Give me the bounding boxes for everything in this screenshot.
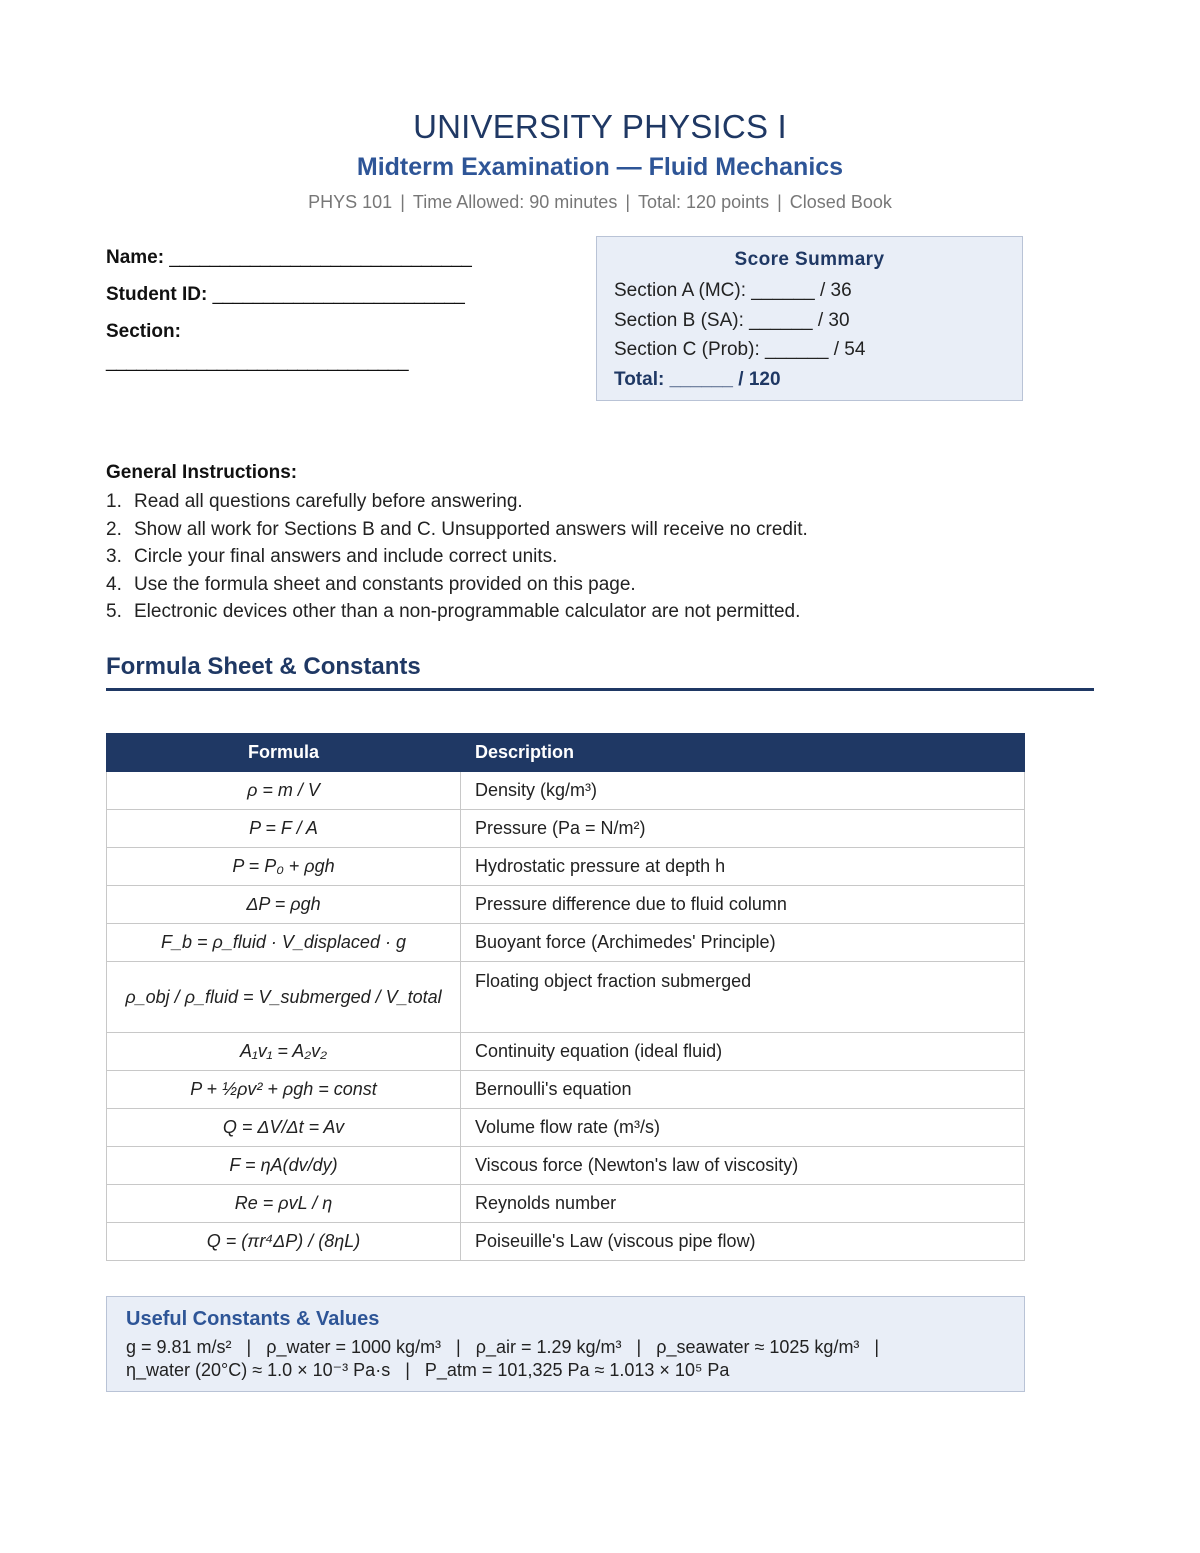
score-blank[interactable]: ______ bbox=[749, 309, 813, 331]
table-row bbox=[107, 1147, 1025, 1185]
formula-cell: Re = ρvL / η bbox=[107, 1185, 461, 1223]
constants-line: g = 9.81 m/s² | ρ_water = 1000 kg/m³ | ρ_air = 1.29 kg/m³ | ρ_seawater ≈ 1025 kg/m³ | bbox=[126, 1337, 880, 1357]
student-id-label: Student ID: bbox=[106, 284, 208, 305]
score-blank[interactable]: ______ bbox=[765, 339, 829, 360]
section-blank[interactable]: ______________________________ bbox=[106, 351, 409, 372]
description-cell: Pressure (Pa = N/m²) bbox=[461, 810, 1025, 848]
formula-cell: Q = ΔV/Δt = Av bbox=[107, 1109, 461, 1147]
table-row bbox=[107, 1185, 1025, 1223]
score-row-section-c bbox=[614, 338, 865, 368]
meta-separator: | bbox=[400, 192, 405, 212]
description-cell: Density (kg/m³) bbox=[461, 772, 1025, 810]
formula-cell: F_b = ρ_fluid · V_displaced · g bbox=[107, 924, 461, 962]
description-cell: Pressure difference due to fluid column bbox=[461, 886, 1025, 924]
constants-text bbox=[126, 1336, 1006, 1382]
table-row bbox=[107, 1071, 1025, 1109]
formula-cell: ρ = m / V bbox=[107, 772, 461, 810]
instruction-number: 1. bbox=[106, 491, 122, 512]
instruction-text: Read all questions carefully before answering. bbox=[134, 491, 523, 512]
score-row-section-a bbox=[614, 279, 865, 309]
instruction-item bbox=[106, 518, 1106, 546]
score-row-total bbox=[614, 368, 865, 398]
instructions-list bbox=[106, 490, 1106, 628]
column-header-description: Description bbox=[461, 734, 1025, 772]
table-row bbox=[107, 1223, 1025, 1261]
name-blank[interactable]: ______________________________ bbox=[169, 247, 472, 268]
meta-separator: | bbox=[625, 192, 631, 212]
total-blank[interactable]: ______ bbox=[669, 368, 733, 390]
instruction-item bbox=[106, 490, 1106, 518]
formula-cell: Q = (πr⁴ΔP) / (8ηL) bbox=[107, 1223, 461, 1261]
course-code: PHYS 101 bbox=[308, 192, 393, 212]
table-header-row bbox=[107, 734, 1025, 772]
description-cell: Viscous force (Newton's law of viscosity) bbox=[461, 1147, 1025, 1185]
instruction-text: Circle your final answers and include correct units. bbox=[134, 546, 558, 567]
score-max: / 54 bbox=[833, 339, 866, 360]
exam-subtitle: Midterm Examination — Fluid Mechanics bbox=[356, 153, 844, 181]
table-row bbox=[107, 1109, 1025, 1147]
table-row bbox=[107, 810, 1025, 848]
formula-cell: ΔP = ρgh bbox=[107, 886, 461, 924]
student-id-field[interactable] bbox=[106, 283, 586, 320]
section-field[interactable] bbox=[106, 320, 586, 372]
name-label: Name: bbox=[106, 247, 165, 268]
description-cell: Continuity equation (ideal fluid) bbox=[461, 1033, 1025, 1071]
table-row bbox=[107, 962, 1025, 1033]
instruction-text: Use the formula sheet and constants provided on this page. bbox=[134, 573, 636, 595]
constants-title: Useful Constants & Values bbox=[126, 1308, 380, 1330]
formula-table bbox=[106, 733, 1025, 1261]
description-cell: Reynolds number bbox=[461, 1185, 1025, 1223]
table-row bbox=[107, 886, 1025, 924]
instruction-item bbox=[106, 573, 1106, 601]
formula-cell: ρ_obj / ρ_fluid = V_submerged / V_total bbox=[107, 962, 461, 1033]
general-instructions bbox=[106, 461, 1106, 628]
description-cell: Volume flow rate (m³/s) bbox=[461, 1109, 1025, 1147]
student-id-blank[interactable]: _________________________ bbox=[212, 284, 465, 305]
score-max: / 30 bbox=[817, 309, 850, 331]
exam-format: Closed Book bbox=[789, 192, 892, 212]
formula-cell: P = P₀ + ρgh bbox=[107, 848, 461, 886]
total-max: / 120 bbox=[738, 368, 781, 390]
score-summary-title: Score Summary bbox=[734, 249, 885, 270]
constants-line: η_water (20°C) ≈ 1.0 × 10⁻³ Pa·s | P_atm = 101,325 Pa ≈ 1.013 × 10⁵ Pa bbox=[126, 1360, 730, 1380]
score-blank[interactable]: ______ bbox=[751, 280, 815, 301]
page-title: UNIVERSITY PHYSICS I bbox=[413, 108, 787, 145]
table-row bbox=[107, 1033, 1025, 1071]
heading-divider bbox=[106, 688, 1094, 691]
meta-separator: | bbox=[777, 192, 782, 212]
exam-meta bbox=[0, 192, 1200, 213]
score-label: Section C (Prob): bbox=[614, 339, 760, 360]
instruction-item bbox=[106, 545, 1106, 573]
instruction-number: 4. bbox=[106, 573, 122, 595]
instruction-text: Show all work for Sections B and C. Unsupported answers will receive no credit. bbox=[134, 518, 808, 540]
section-label: Section: bbox=[106, 321, 181, 342]
score-rows bbox=[614, 279, 865, 397]
description-cell: Hydrostatic pressure at depth h bbox=[461, 848, 1025, 886]
instructions-title: General Instructions: bbox=[106, 462, 298, 483]
table-row bbox=[107, 772, 1025, 810]
time-allowed: Time Allowed: 90 minutes bbox=[412, 192, 618, 212]
instruction-number: 2. bbox=[106, 518, 122, 540]
table-row bbox=[107, 924, 1025, 962]
constants-box bbox=[106, 1296, 1025, 1392]
instruction-number: 3. bbox=[106, 546, 122, 567]
total-label: Total: bbox=[614, 368, 665, 390]
total-points: Total: 120 points bbox=[638, 192, 770, 212]
description-cell: Buoyant force (Archimedes' Principle) bbox=[461, 924, 1025, 962]
score-label: Section B (SA): bbox=[614, 309, 744, 331]
column-header-formula: Formula bbox=[107, 734, 461, 772]
student-info-fields bbox=[106, 246, 586, 372]
score-label: Section A (MC): bbox=[614, 280, 746, 301]
description-cell: Floating object fraction submerged bbox=[461, 962, 1025, 1033]
formula-sheet-heading: Formula Sheet & Constants bbox=[106, 653, 421, 680]
formula-cell: F = ηA(dv/dy) bbox=[107, 1147, 461, 1185]
formula-cell: P + ½ρv² + ρgh = const bbox=[107, 1071, 461, 1109]
name-field[interactable] bbox=[106, 246, 586, 283]
instruction-number: 5. bbox=[106, 601, 122, 622]
score-row-section-b bbox=[614, 309, 865, 339]
instruction-item bbox=[106, 600, 1106, 628]
score-summary-box bbox=[596, 236, 1023, 401]
table-row bbox=[107, 848, 1025, 886]
description-cell: Bernoulli's equation bbox=[461, 1071, 1025, 1109]
description-cell: Poiseuille's Law (viscous pipe flow) bbox=[461, 1223, 1025, 1261]
formula-cell: P = F / A bbox=[107, 810, 461, 848]
instruction-text: Electronic devices other than a non-programmable calculator are not permitted. bbox=[134, 601, 801, 622]
score-max: / 36 bbox=[819, 280, 852, 301]
formula-cell: A₁v₁ = A₂v₂ bbox=[107, 1033, 461, 1071]
